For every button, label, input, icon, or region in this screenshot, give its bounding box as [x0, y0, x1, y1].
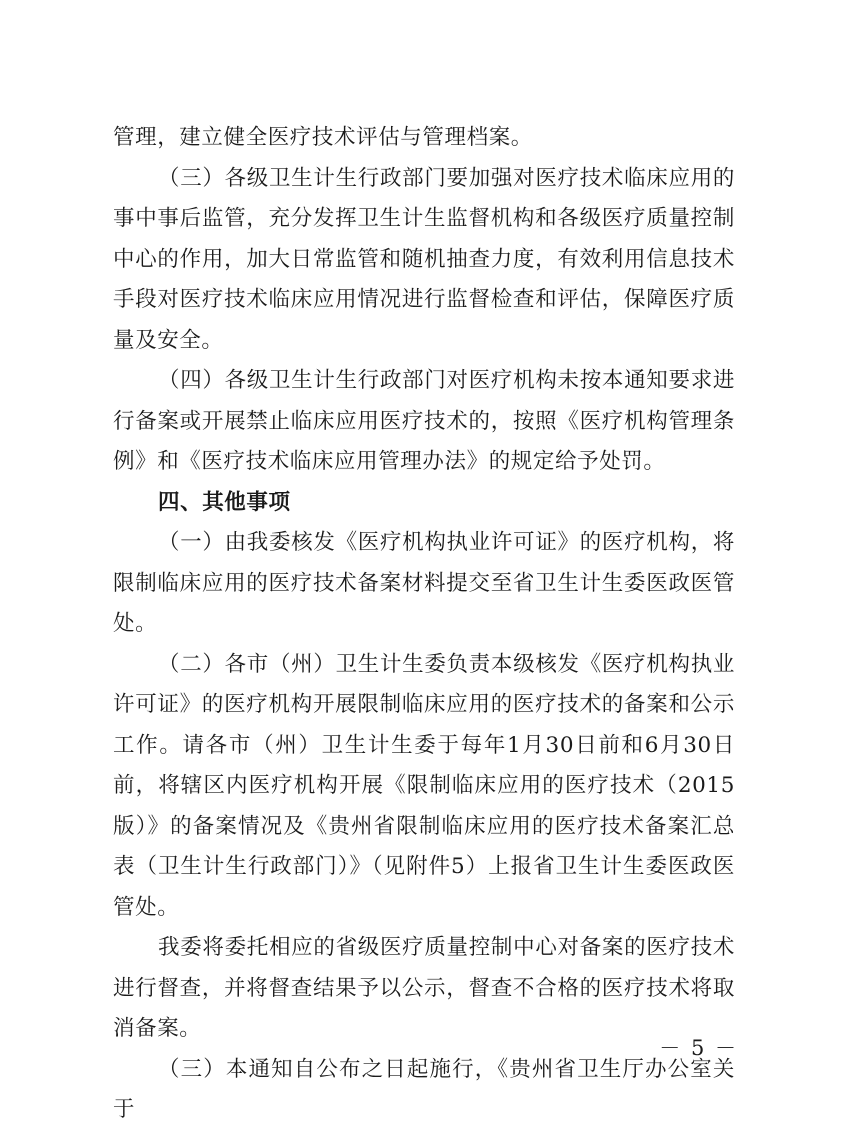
- paragraph-item-3-effective: （三）本通知自公布之日起施行，《贵州省卫生厅办公室关于: [113, 1056, 735, 1122]
- section-heading-other-matters: 四、其他事项: [158, 489, 291, 515]
- paragraph-item-3-supervision: （三）各级卫生计生行政部门要加强对医疗技术临床应用的事中事后监管，充分发挥卫生计生监督机构和各级医疗质量控制中心的作用，加大日常监管和随机抽查力度，有效利用信息技术手段对医疗技术临床应用情况进行监督检查和评估，保障医疗质量及安全。: [113, 165, 735, 353]
- paragraph-inspection: 我委将委托相应的省级医疗质量控制中心对备案的医疗技术进行督查，并将督查结果予以公示，督查不合格的医疗技术将取消备案。: [113, 935, 735, 1041]
- paragraph-item-4-penalty: （四）各级卫生计生行政部门对医疗机构未按本通知要求进行备案或开展禁止临床应用医疗技术的，按照《医疗机构管理条例》和《医疗技术临床应用管理办法》的规定给予处罚。: [113, 368, 735, 474]
- paragraph-continuation: 管理，建立健全医疗技术评估与管理档案。: [113, 125, 533, 150]
- paragraph-item-2-city-filing: （二）各市（州）卫生计生委负责本级核发《医疗机构执业许可证》的医疗机构开展限制临床应用的医疗技术的备案和公示工作。请各市（州）卫生计生委于每年1月30日前和6月30日前，将辖区内医疗机构开展《限制临床应用的医疗技术（2015版）》的备案情况及《贵州省限制临床应用的医疗技术备案汇总表（卫生计生行政部门）》（见附件5）上报省卫生计生委医政医管处。: [113, 651, 735, 920]
- paragraph-item-1-filing: （一）由我委核发《医疗机构执业许可证》的医疗机构，将限制临床应用的医疗技术备案材料提交至省卫生计生委医政医管处。: [113, 530, 735, 636]
- page-number: － 5 －: [659, 1036, 738, 1060]
- document-body: [113, 118, 735, 1131]
